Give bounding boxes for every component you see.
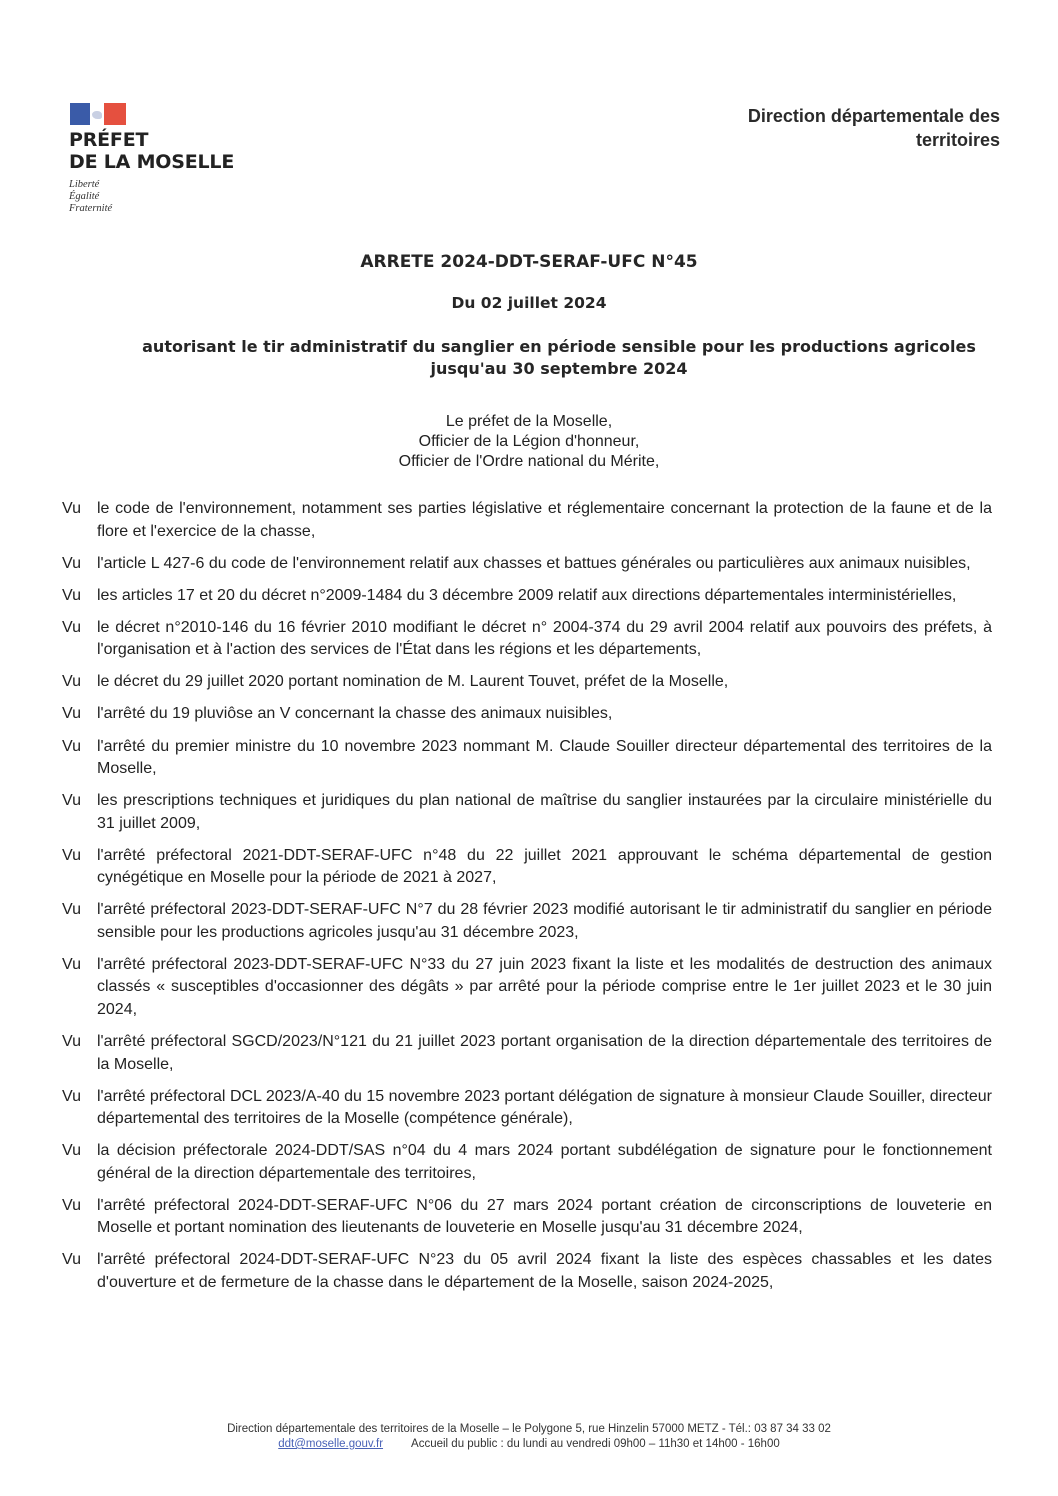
legal-reference-item: Vu l'arrêté du premier ministre du 10 novembre 2023 nommant M. Claude Souiller directeur départemental des territoires de la Moselle, [62, 737, 992, 778]
page-footer [0, 1422, 1058, 1452]
prefect-preamble: Le préfet de la Moselle, Officier de la Légion d'honneur, Officier de l'Ordre national du Mérite, [398, 413, 660, 470]
department-header: Direction départementale des territoires [747, 106, 1000, 150]
decree-number: ARRETE 2024-DDT-SERAF-UFC N°45 [360, 252, 698, 272]
decree-date: Du 02 juillet 2024 [451, 294, 607, 312]
prefect-title: PRÉFET DE LA MOSELLE [69, 129, 235, 173]
marianne-flag-icon [70, 103, 126, 125]
legal-reference-item: Vu l'arrêté préfectoral 2024-DDT-SERAF-UFC N°23 du 05 avril 2024 fixant la liste des espèces chassables et les dates d'ouverture et de fermeture de la chasse dans le département de la Moselle, saison 2024-2025, [62, 1251, 992, 1291]
legal-reference-item: Vu l'arrêté préfectoral DCL 2023/A-40 du 15 novembre 2023 portant délégation de signature à monsieur Claude Souiller, directeur départemental des territoires de la Moselle (compétence générale), [62, 1087, 992, 1128]
legal-reference-item: Vu l'arrêté préfectoral 2021-DDT-SERAF-UFC n°48 du 22 juillet 2021 approuvant le schéma départemental de gestion cynégétique en Moselle pour la période de 2021 à 2027, [62, 846, 992, 887]
prefecture-logo [69, 103, 234, 215]
legal-reference-item: Vu le décret du 29 juillet 2020 portant nomination de M. Laurent Touvet, préfet de la Moselle, [62, 673, 729, 691]
email-link[interactable]: ddt@moselle.gouv.fr [278, 1438, 384, 1450]
legal-reference-item: Vu l'arrêté du 19 pluviôse an V concernant la chasse des animaux nuisibles, [62, 705, 613, 723]
footer-address: Direction départementale des territoires de la Moselle – le Polygone 5, rue Hinzelin 57000 METZ - Tél.: 03 87 34 33 02 [227, 1423, 831, 1435]
legal-reference-item: Vu le décret n°2010-146 du 16 février 2010 modifiant le décret n° 2004-374 du 29 avril 2004 relatif aux pouvoirs des préfets, à l'organisation et à l'action des services de l'État dans les régions et les départements, [62, 618, 992, 659]
legal-reference-item: Vu les prescriptions techniques et juridiques du plan national de maîtrise du sanglier instaurées par la circulaire ministérielle du 31 juillet 2009, [62, 792, 992, 832]
legal-reference-item: Vu l'arrêté préfectoral 2023-DDT-SERAF-UFC N°33 du 27 juin 2023 fixant la liste et les modalités de destruction des animaux classés « susceptibles d'occasionner des dégâts » par arrêté pour la période comprise entre le 1er juillet 2023 et le 30 juin 2024, [62, 955, 992, 1018]
legal-reference-item: Vu la décision préfectorale 2024-DDT/SAS n°04 du 4 mars 2024 portant subdélégation de signature pour le fonctionnement général de la direction départementale des territoires, [62, 1142, 992, 1182]
legal-reference-item: Vu les articles 17 et 20 du décret n°2009-1484 du 3 décembre 2009 relatif aux directions départementales interministérielles, [62, 586, 957, 604]
opening-hours: Accueil du public : du lundi au vendredi 09h00 – 11h30 et 14h00 - 16h00 [411, 1438, 780, 1450]
republic-motto: Liberté Égalité Fraternité [69, 179, 113, 214]
legal-reference-item: Vu l'arrêté préfectoral SGCD/2023/N°121 du 21 juillet 2023 portant organisation de la direction départementale des territoires de la Moselle, [62, 1033, 992, 1073]
legal-references-list [62, 498, 992, 1304]
legal-reference-item: Vu le code de l'environnement, notamment ses parties législative et réglementaire concernant la protection de la faune et de la flore et l'exercice de la chasse, [62, 500, 992, 540]
legal-reference-item: Vu l'article L 427-6 du code de l'environnement relatif aux chasses et battues générales ou particulières aux animaux nuisibles, [62, 554, 971, 572]
decree-subject: autorisant le tir administratif du sanglier en période sensible pour les productions agricoles jusqu'au 30 septembre 2024 [142, 337, 976, 378]
legal-reference-item: Vu l'arrêté préfectoral 2024-DDT-SERAF-UFC N°06 du 27 mars 2024 portant création de circonscriptions de louveterie en Moselle et portant nomination des lieutenants de louveterie en Moselle jusqu'au 31 décembre 2024, [62, 1196, 992, 1237]
legal-reference-item: Vu l'arrêté préfectoral 2023-DDT-SERAF-UFC N°7 du 28 février 2023 modifié autorisant le tir administratif du sanglier en période sensible pour les productions agricoles jusqu'au 31 décembre 2023, [62, 901, 992, 941]
